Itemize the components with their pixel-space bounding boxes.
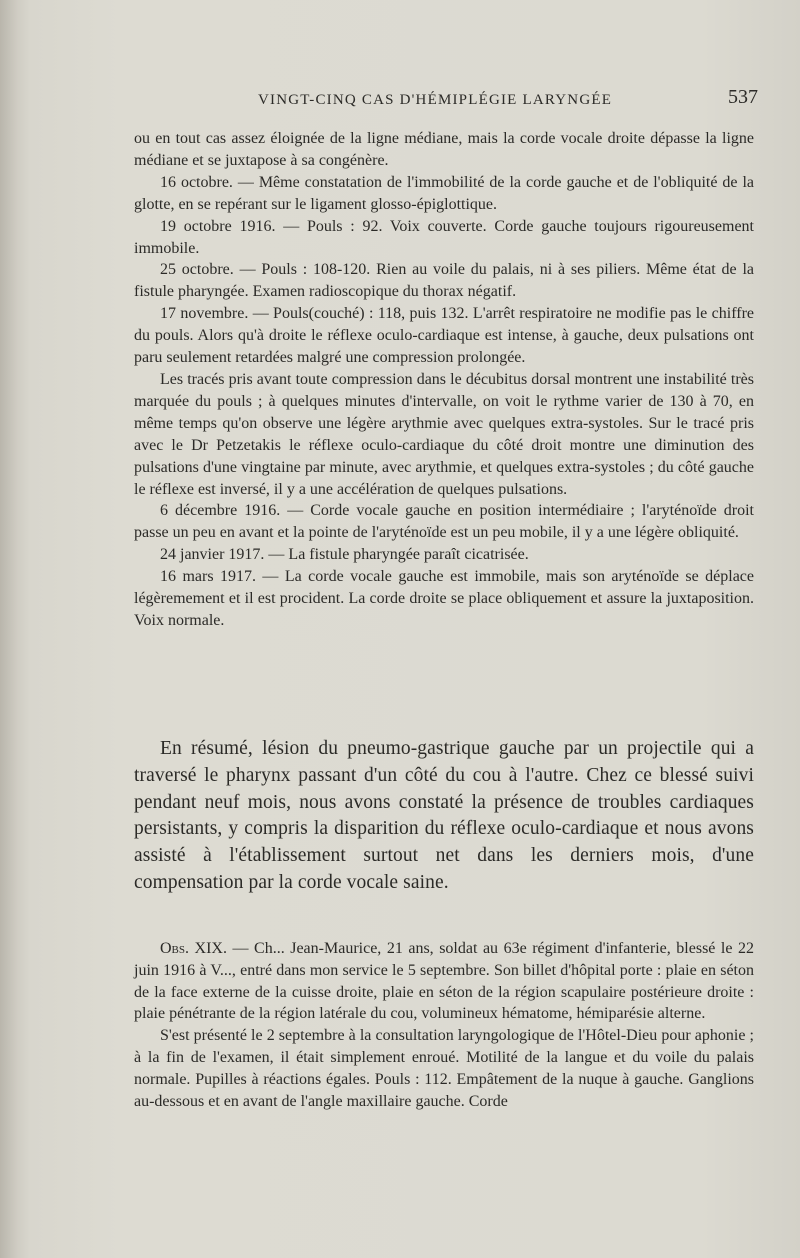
paragraph: ou en tout cas assez éloignée de la ligne médiane, mais la corde vocale droite dépasse la ligne médiane et se juxtapose à sa congénère. xyxy=(134,130,754,169)
paragraph: 25 octobre. — Pouls : 108-120. Rien au voile du palais, ni à ses piliers. Même état de la fistule pharyngée. Examen radioscopique du thorax négatif. xyxy=(134,261,754,301)
paragraph: 24 janvier 1917. — La fistule pharyngée paraît cicatrisée. xyxy=(160,546,529,564)
paragraph: 17 novembre. — Pouls(couché) : 118, puis 132. L'arrêt respiratoire ne modifie pas le chiffre du pouls. Alors qu'à droite le réflexe oculo-cardiaque est intense, à gauche, deux pulsations ont paru seulement retardées malgré une compression prolongée. xyxy=(134,305,754,367)
page-number: 537 xyxy=(728,86,758,108)
observation-xix xyxy=(134,938,754,1112)
paragraph: S'est présenté le 2 septembre à la consultation laryngologique de l'Hôtel-Dieu pour aphonie ; à la fin de l'examen, il était simplement enroué. Motilité de la langue et du voile du palais normale. Pupilles à réactions égales. Pouls : 112. Empâtement de la nuque à gauche. Ganglions au-dessous et en avant de l'angle maxillaire gauche. Corde xyxy=(134,1027,754,1110)
paragraph: 6 décembre 1916. — Corde vocale gauche en position intermédiaire ; l'aryténoïde droit passe un peu en avant et la pointe de l'aryténoïde est un peu mobile, il y a une légère obliquité. xyxy=(134,502,754,542)
paragraph: 16 octobre. — Même constatation de l'immobilité de la corde gauche et de l'obliquité de la glotte, en se repérant sur le ligament glosso-épiglottique. xyxy=(134,173,754,213)
paragraph xyxy=(134,938,754,1025)
summary-block xyxy=(134,736,754,897)
paragraph: Les tracés pris avant toute compression dans le décubitus dorsal montrent une instabilité très marquée du pouls ; à quelques minutes d'intervalle, on voit le rythme varier de 130 à 70, en même temps qu'on observe une légère arythmie avec quelques extra-systoles. Sur le tracé pris avec le Dr Petzetakis le réflexe oculo-cardiaque du côté droit montre une diminution des pulsations d'une vingtaine par minute, avec arythmie, et quelques extra-systoles ; du côté gauche le réflexe est inversé, il y a une accélération de quelques pulsations. xyxy=(134,370,754,498)
summary-paragraph: En résumé, lésion du pneumo-gastrique gauche par un projectile qui a traversé le pharynx passant d'un côté du cou à l'autre. Chez ce blessé suivi pendant neuf mois, nous avons constaté la présence de troubles cardiaques persistants, y compris la disparition du réflexe oculo-cardiaque et nous avons assisté à l'établissement surtout net dans les derniers mois, d'une compensation par la corde vocale saine. xyxy=(134,738,754,893)
paragraph: 16 mars 1917. — La corde vocale gauche est immobile, mais son aryténoïde se déplace légèremement et il est procident. La corde droite se place obliquement et assure la juxtaposition. Voix normale. xyxy=(134,568,754,629)
running-title: VINGT-CINQ CAS D'HÉMIPLÉGIE LARYNGÉE xyxy=(258,92,613,108)
observation-notes xyxy=(134,128,754,632)
paragraph: 19 octobre 1916. — Pouls : 92. Voix couverte. Corde gauche toujours rigoureusement immobile. xyxy=(134,217,754,257)
running-header xyxy=(258,86,758,116)
observation-label: Obs. XIX. xyxy=(160,940,227,957)
page-gutter xyxy=(0,0,18,1258)
observation-text: — Ch... Jean-Maurice, 21 ans, soldat au 63e régiment d'infanterie, blessé le 22 juin 1916 à V..., entré dans mon service le 5 septembre. Son billet d'hôpital porte : plaie en séton de la face externe de la cuisse droite, plaie en séton de la région scapulaire postérieure droite : plaie pénétrante de la région latérale du cou, volumineux hématome, hémiparésie alterne. xyxy=(134,940,754,1023)
